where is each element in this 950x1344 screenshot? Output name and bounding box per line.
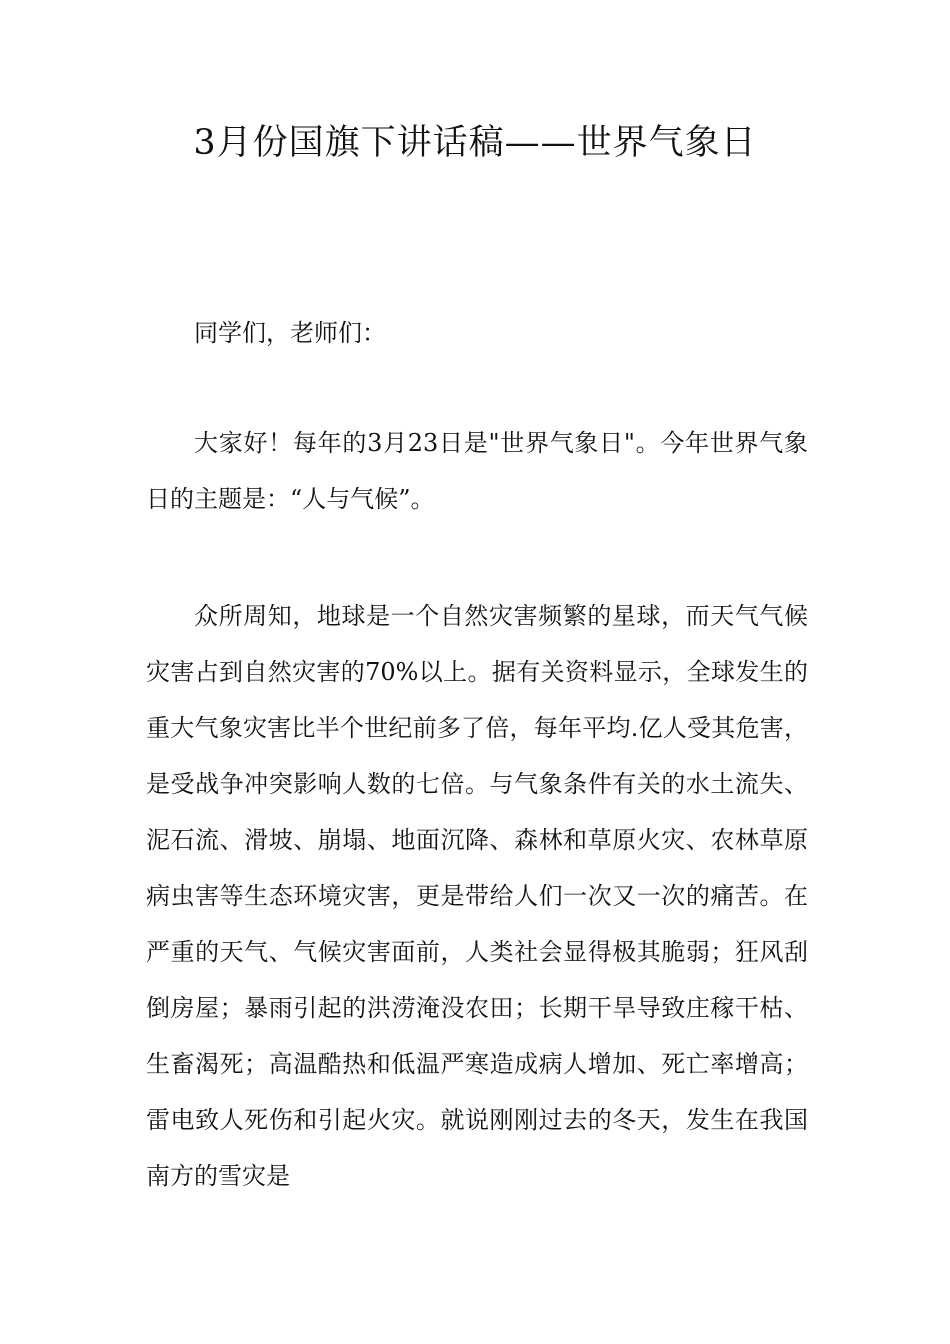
paragraph-main: 众所周知，地球是一个自然灾害频繁的星球，而天气气候灾害占到自然灾害的70%以上。据有关资料显示，全球发生的重大气象灾害比半个世纪前多了倍，每年平均.亿人受其危害，是受战争冲突影响人数的七倍。与气象条件有关的水土流失、泥石流、滑坡、崩塌、地面沉降、森林和草原火灾、农林草原病虫害等生态环境灾害，更是带给人们一次又一次的痛苦。在严重的天气、气候灾害面前，人类社会显得极其脆弱；狂风刮倒房屋；暴雨引起的洪涝淹没农田；长期干旱导致庄稼干枯、生畜渴死；高温酷热和低温严寒造成病人增加、死亡率增高；雷电致人死伤和引起火灾。就说刚刚过去的冬天，发生在我国南方的雪灾是: [146, 602, 808, 1190]
paragraph-intro: 大家好！每年的3月23日是"世界气象日"。今年世界气象日的主题是：“人与气候”。: [146, 429, 808, 513]
document-title: 3月份国旗下讲话稿——世界气象日: [193, 123, 757, 163]
paragraph-greeting: 同学们，老师们：: [194, 319, 386, 347]
